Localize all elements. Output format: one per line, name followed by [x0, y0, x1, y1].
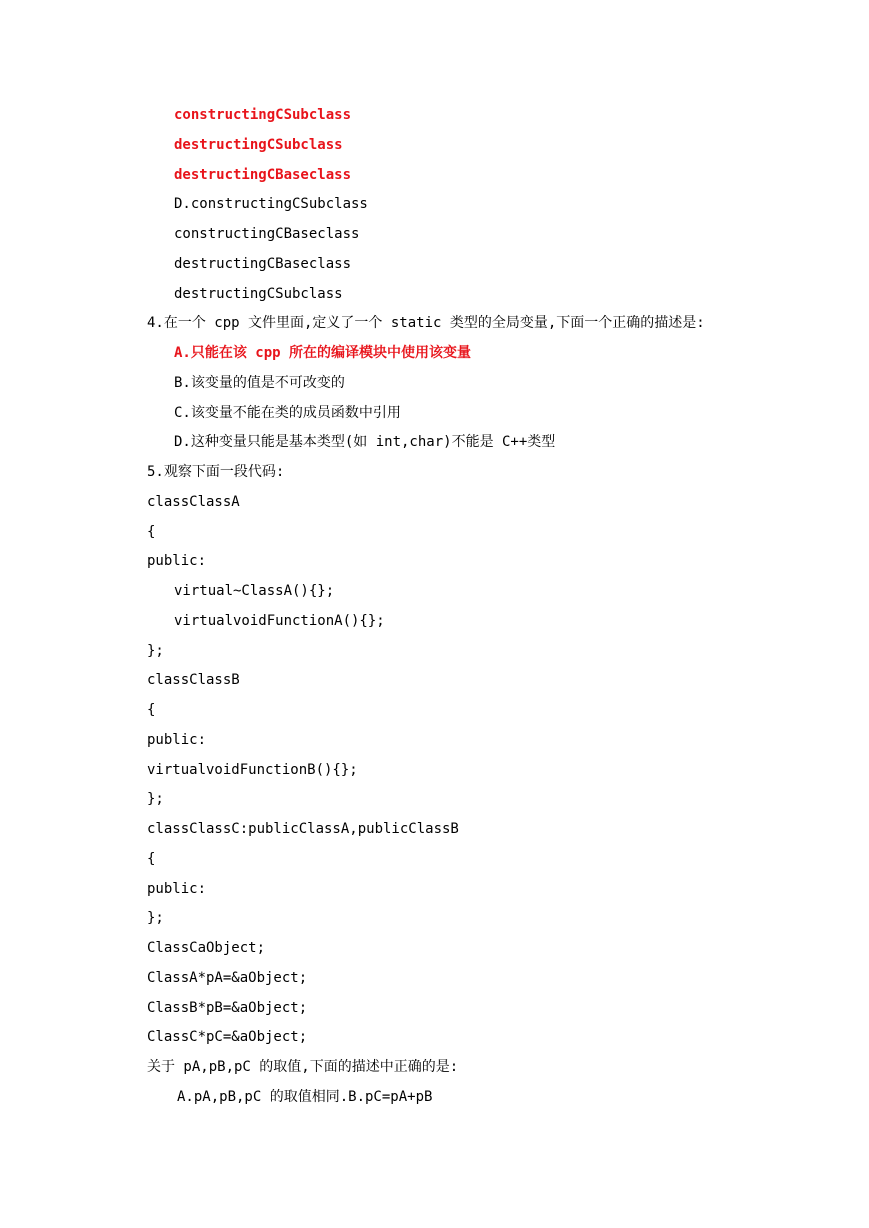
code-line: };: [147, 791, 164, 807]
answer-line: constructingCSubclass: [174, 107, 352, 123]
answer-line: destructingCSubclass: [174, 137, 343, 153]
code-line: public:: [147, 881, 207, 897]
code-line: public:: [147, 732, 207, 748]
question-4-option-d: D.这种变量只能是基本类型(如 int,char)不能是 C++类型: [174, 434, 556, 450]
code-line: {: [147, 702, 156, 718]
code-line: virtual~ClassA(){};: [174, 583, 335, 599]
code-line: {: [147, 524, 156, 540]
question-5-options-ab: A.pA,pB,pC 的取值相同.B.pC=pA+pB: [177, 1089, 433, 1105]
question-5-prompt: 关于 pA,pB,pC 的取值,下面的描述中正确的是:: [147, 1059, 459, 1075]
option-d-line: destructingCBaseclass: [174, 256, 352, 272]
code-line: classClassA: [147, 494, 240, 510]
code-line: };: [147, 643, 164, 659]
code-line: ClassB*pB=&aObject;: [147, 1000, 308, 1016]
code-line: virtualvoidFunctionA(){};: [174, 613, 385, 629]
option-d-line: destructingCSubclass: [174, 286, 343, 302]
option-d-line: constructingCBaseclass: [174, 226, 360, 242]
code-line: ClassA*pA=&aObject;: [147, 970, 308, 986]
code-line: };: [147, 910, 164, 926]
question-4-option-c: C.该变量不能在类的成员函数中引用: [174, 405, 401, 421]
question-5-stem: 5.观察下面一段代码:: [147, 464, 285, 480]
question-4-stem: 4.在一个 cpp 文件里面,定义了一个 static 类型的全局变量,下面一个正确的描述是:: [147, 315, 705, 331]
code-line: classClassC:publicClassA,publicClassB: [147, 821, 459, 837]
code-line: ClassCaObject;: [147, 940, 266, 956]
code-line: virtualvoidFunctionB(){};: [147, 762, 358, 778]
code-line: {: [147, 851, 156, 867]
code-line: ClassC*pC=&aObject;: [147, 1029, 308, 1045]
code-line: public:: [147, 553, 207, 569]
question-4-option-a-answer: A.只能在该 cpp 所在的编译模块中使用该变量: [174, 345, 471, 361]
code-line: classClassB: [147, 672, 240, 688]
answer-line: destructingCBaseclass: [174, 167, 352, 183]
question-4-option-b: B.该变量的值是不可改变的: [174, 375, 345, 391]
option-d-line: D.constructingCSubclass: [174, 196, 368, 212]
